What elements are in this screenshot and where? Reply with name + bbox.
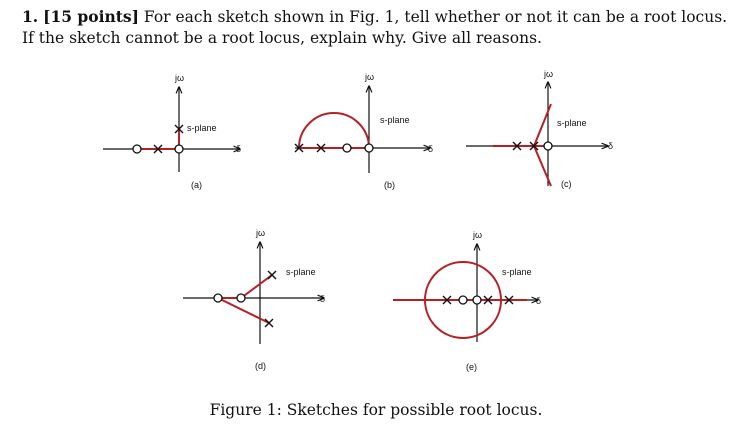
real-axis-label: δ — [608, 141, 614, 151]
plane-label: s-plane — [187, 123, 217, 133]
sketch-e — [393, 230, 541, 372]
figure-caption: Figure 1: Sketches for possible root locus. — [209, 401, 543, 419]
zero-marker — [237, 294, 245, 302]
sketch-label: (a) — [191, 180, 202, 190]
sketch-b — [295, 72, 433, 190]
plane-label: s-plane — [380, 115, 410, 125]
zero-marker — [473, 296, 481, 304]
zero-marker — [544, 142, 552, 150]
imag-axis-label: jω — [544, 69, 554, 79]
pole-marker — [268, 271, 276, 279]
plane-label: s-plane — [286, 267, 316, 277]
imag-axis-label: jω — [365, 72, 375, 82]
problem-points: [15 points] — [43, 7, 139, 26]
sketch-d — [183, 228, 325, 371]
sketch-label: (e) — [466, 362, 477, 372]
imag-axis-label: jω — [256, 228, 266, 238]
zero-marker — [214, 294, 222, 302]
sketch-label: (b) — [384, 180, 395, 190]
imag-axis-label: jω — [175, 73, 185, 83]
zero-marker — [365, 144, 373, 152]
zero-marker — [459, 296, 467, 304]
problem-number: 1. — [22, 7, 39, 26]
real-axis-label: δ — [236, 144, 242, 154]
imag-axis-label: jω — [473, 230, 483, 240]
real-axis-label: δ — [428, 144, 434, 154]
locus-branch — [241, 275, 272, 298]
problem-text: For each sketch shown in Fig. 1, tell whether or not it can be a root locus. If the sketch cannot be a root locus, explain why. Give all reasons. — [22, 8, 728, 47]
plane-label: s-plane — [557, 118, 587, 128]
plane-label: s-plane — [502, 267, 532, 277]
sketch-label: (c) — [561, 179, 572, 189]
zero-marker — [175, 145, 183, 153]
zero-marker — [343, 144, 351, 152]
zero-marker — [133, 145, 141, 153]
real-axis-label: δ — [536, 296, 542, 306]
real-axis-label: δ — [320, 294, 326, 304]
locus-branch — [299, 113, 369, 148]
sketch-a — [103, 73, 241, 190]
sketch-label: (d) — [255, 361, 266, 371]
pole-marker — [265, 319, 273, 327]
sketch-c — [466, 69, 613, 189]
